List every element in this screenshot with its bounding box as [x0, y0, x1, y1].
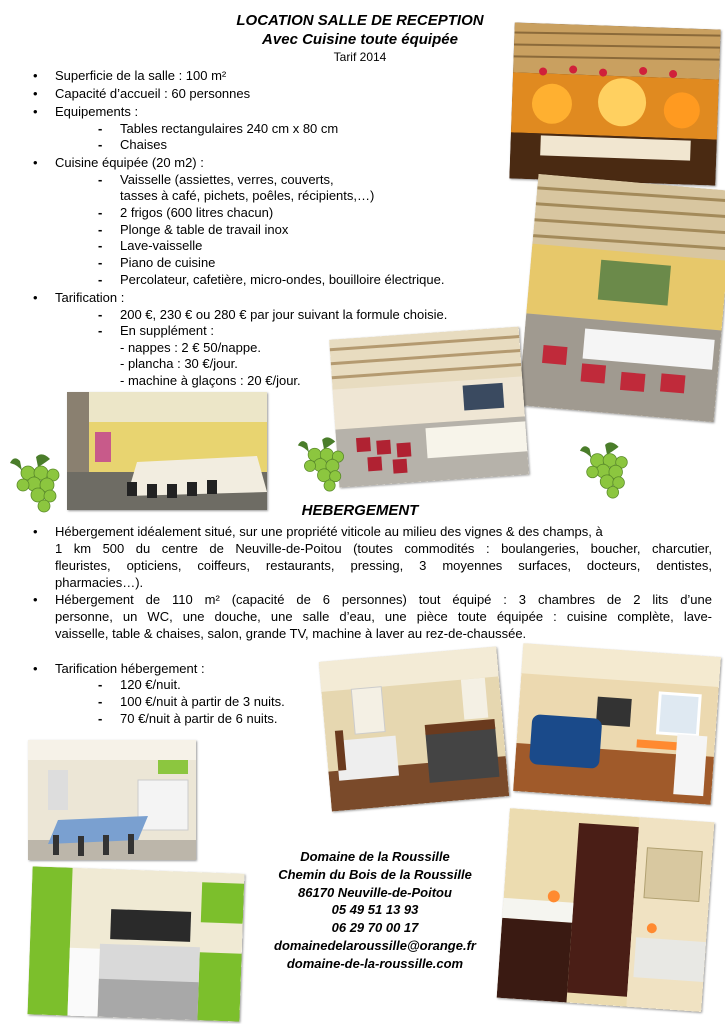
photo-kitchen [27, 866, 244, 1021]
bullet-capacite: • Capacité d’accueil : 60 personnes [55, 86, 250, 102]
photo-reception-hall-lit [509, 22, 720, 185]
cuisine-item: - 2 frigos (600 litres chacun) [120, 205, 273, 221]
cuisine-item-cont: tasses à café, pichets, poêles, récipients,…) [120, 188, 375, 203]
heb-para2-line: vaisselle, table & chaises, salon, grande TV, machine à laver au rez-de-chaussée. [55, 626, 527, 641]
grapes-icon [296, 434, 352, 501]
photo-reception-hall-chairs [329, 327, 529, 488]
photo-bathroom [497, 808, 715, 1012]
contact-phone: 06 29 70 00 17 [331, 920, 419, 936]
contact-email: domainedelaroussille@orange.fr [274, 937, 476, 953]
bullet-superficie: • Superficie de la salle : 100 m² [55, 68, 226, 84]
heb-para2-line: personne, un WC, une douche, une salle d’eau, une pièce toute équipée : cuisine complète, lave- [55, 609, 712, 624]
tarif-sub-item: - plancha : 30 €/jour. [120, 356, 238, 371]
photo-reception-hall-tables [518, 174, 725, 422]
equip-item: - Chaises [120, 137, 167, 153]
cuisine-item: - Piano de cuisine [120, 255, 215, 271]
heb-tarif-item: - 120 €/nuit. [120, 677, 181, 693]
tarif-sub-item: - nappes : 2 € 50/nappe. [120, 340, 261, 355]
tarif-item: - 200 €, 230 € ou 280 € par jour suivant la formule choisie. [120, 307, 447, 323]
grapes-icon [578, 440, 636, 507]
contact-address-line: Chemin du Bois de la Roussille [278, 866, 472, 882]
heb-para1-line: • Hébergement idéalement situé, sur une propriété viticole au milieu des vignes & des champs, à [55, 524, 603, 540]
section-heading-hebergement: HEBERGEMENT [301, 502, 419, 519]
cuisine-item: - Vaisselle (assiettes, verres, couverts, [120, 172, 334, 188]
heb-para1-line: pharmacies…). [55, 575, 144, 590]
contact-address-line: 86170 Neuville-de-Poitou [298, 884, 452, 900]
heb-para2-line: • Hébergement de 110 m² (capacité de 6 personnes) tout équipé : 3 chambres de 2 lits d’une [55, 592, 712, 608]
cuisine-item: - Percolateur, cafetière, micro-ondes, bouilloire électrique. [120, 272, 444, 288]
cuisine-item: - Lave-vaisselle [120, 238, 202, 254]
bullet-equipements: • Equipements : [55, 104, 138, 120]
tarif-item: - En supplément : [120, 323, 214, 339]
heb-tarif-item: - 100 €/nuit à partir de 3 nuits. [120, 694, 285, 710]
bullet-tarification: • Tarification : [55, 290, 124, 306]
page-title: LOCATION SALLE DE RECEPTION [236, 12, 484, 29]
photo-kitchen-dining [28, 740, 196, 860]
grapes-icon [8, 453, 68, 520]
page-subtitle: Avec Cuisine toute équipée [262, 31, 458, 48]
tarif-year: Tarif 2014 [333, 50, 387, 64]
photo-reception-hall-long-table [67, 392, 267, 510]
cuisine-item: - Plonge & table de travail inox [120, 222, 288, 238]
tarif-sub-item: - machine à glaçons : 20 €/jour. [120, 373, 301, 388]
bullet-cuisine: • Cuisine équipée (20 m2) : [55, 155, 204, 171]
bullet-tarif-hebergement: • Tarification hébergement : [55, 661, 205, 677]
contact-website: domaine-de-la-roussille.com [286, 955, 464, 971]
equip-item: - Tables rectangulaires 240 cm x 80 cm [120, 121, 338, 137]
contact-name: Domaine de la Roussille [300, 849, 450, 864]
heb-tarif-item: - 70 €/nuit à partir de 6 nuits. [120, 711, 278, 727]
photo-living-room [513, 643, 721, 804]
contact-block [230, 848, 520, 973]
contact-phone: 05 49 51 13 93 [331, 902, 419, 918]
heb-para1-line: 1 km 500 du centre de Neuville-de-Poitou (toutes commodités : boulangeries, boucher, charcutier, [55, 541, 712, 556]
heb-para1-line: fleuristes, opticiens, coiffeurs, restaurants, pressing, 3 moyennes surfaces, docteurs, dentistes, [55, 558, 712, 573]
photo-bedroom [319, 647, 509, 812]
